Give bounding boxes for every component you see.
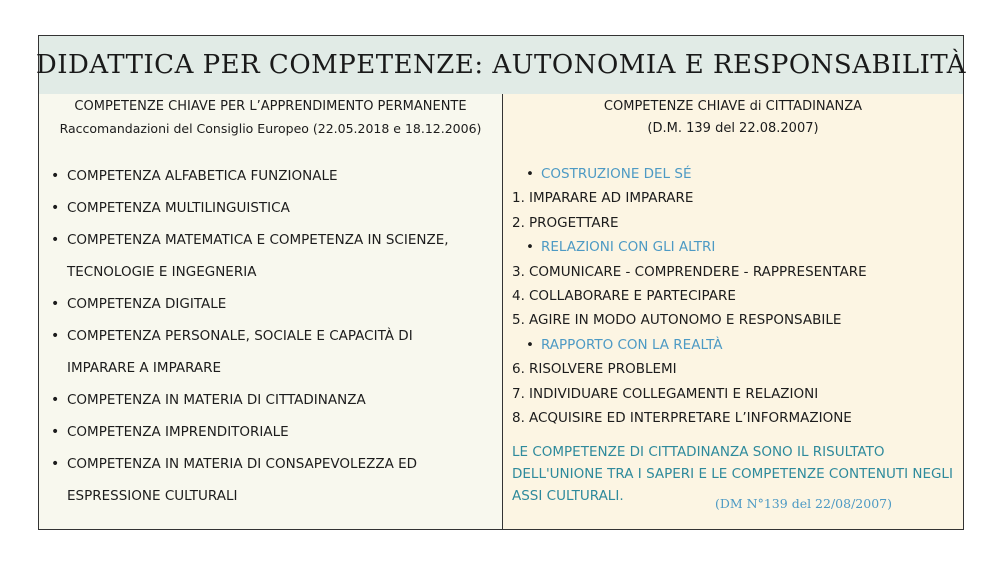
item-number: 3. [512, 263, 525, 280]
right-group-heading [512, 162, 960, 186]
bullet-icon: • [526, 166, 534, 182]
left-list-item [49, 256, 497, 288]
left-list-item [49, 480, 497, 512]
left-list-item [49, 352, 497, 384]
left-list-item-text: ESPRESSIONE CULTURALI [67, 488, 238, 504]
left-list-item-text: COMPETENZA IN MATERIA DI CONSAPEVOLEZZA ED [67, 456, 418, 472]
page-title: DIDATTICA PER COMPETENZE: AUTONOMIA E RESPONSABILITÀ [35, 50, 967, 80]
left-list-item [49, 192, 497, 224]
right-list-item-text: PROGETTARE [529, 214, 619, 231]
right-list-item [512, 382, 960, 406]
right-list-item [512, 186, 960, 210]
title-banner [35, 35, 967, 95]
left-list-item [49, 416, 497, 448]
right-column-header [503, 96, 963, 140]
left-competence-list [49, 160, 497, 512]
left-list-item-text: COMPETENZA PERSONALE, SOCIALE E CAPACITÀ DI [67, 328, 413, 344]
bullet-icon: • [51, 296, 60, 312]
right-list-item-text: IMPARARE AD IMPARARE [529, 190, 694, 207]
left-list-item-text: COMPETENZA MATEMATICA E COMPETENZA IN SCIENZE, [67, 232, 449, 248]
right-list-item-text: RELAZIONI CON GLI ALTRI [540, 239, 716, 256]
right-list-item [512, 308, 960, 332]
right-heading: COMPETENZE CHIAVE di CITTADINANZA [603, 99, 863, 114]
right-list-item-text: RAPPORTO CON LA REALTÀ [540, 336, 723, 353]
right-list-item [512, 260, 960, 284]
left-column [38, 94, 503, 530]
right-subheading: (D.M. 139 del 22.08.2007) [647, 121, 819, 136]
left-list-item-text: COMPETENZA ALFABETICA FUNZIONALE [67, 168, 338, 184]
left-list-item [49, 384, 497, 416]
left-column-header [39, 96, 502, 140]
right-list-item-text: COLLABORARE E PARTECIPARE [529, 288, 736, 305]
left-list-item-text: COMPETENZA DIGITALE [67, 296, 227, 312]
left-subheading: Raccomandazioni del Consiglio Europeo (22.05.2018 e 18.12.2006) [59, 121, 482, 136]
right-group-heading [512, 235, 960, 259]
item-number: 7. [512, 385, 525, 402]
bullet-icon: • [526, 239, 534, 256]
left-list-item-text: TECNOLOGIE E INGEGNERIA [67, 264, 257, 280]
bullet-icon: • [51, 424, 60, 440]
right-list-item [512, 357, 960, 381]
left-list-item-text: COMPETENZA IMPRENDITORIALE [67, 424, 289, 440]
right-list-item-text: COMUNICARE - COMPRENDERE - RAPPRESENTARE [529, 263, 867, 280]
bullet-icon: • [51, 168, 60, 184]
right-list-item-text: INDIVIDUARE COLLEGAMENTI E RELAZIONI [529, 385, 819, 402]
left-list-item [49, 160, 497, 192]
right-list-item-text: RISOLVERE PROBLEMI [529, 361, 677, 378]
right-list-item-text: ACQUISIRE ED INTERPRETARE L’INFORMAZIONE [529, 410, 852, 427]
right-competence-list [512, 162, 960, 430]
item-number: 6. [512, 361, 525, 378]
left-list-item-text: IMPARARE A IMPARARE [67, 360, 222, 376]
left-list-item [49, 288, 497, 320]
right-list-item-text: AGIRE IN MODO AUTONOMO E RESPONSABILE [529, 312, 842, 329]
left-list-item-text: COMPETENZA MULTILINGUISTICA [67, 200, 290, 216]
left-heading: COMPETENZE CHIAVE PER L’APPRENDIMENTO PERMANENTE [74, 99, 467, 114]
left-list-item [49, 320, 497, 352]
left-list-item [49, 448, 497, 480]
right-list-item [512, 284, 960, 308]
bullet-icon: • [51, 232, 60, 248]
bullet-icon: • [51, 328, 60, 344]
bullet-icon: • [526, 336, 534, 353]
right-column [502, 94, 964, 530]
bullet-icon: • [51, 200, 60, 216]
left-list-item-text: COMPETENZA IN MATERIA DI CITTADINANZA [67, 392, 366, 408]
note-source: (DM N°139 del 22/08/2007) [715, 496, 892, 511]
item-number: 4. [512, 288, 525, 305]
right-list-item [512, 211, 960, 235]
citizenship-note: LE COMPETENZE DI CITTADINANZA SONO IL RISULTATO DELL'UNIONE TRA I SAPERI E LE COMPETENZE CONTENUTI NEGLI ASSI CULTURALI. [512, 444, 953, 504]
bullet-icon: • [51, 456, 60, 472]
item-number: 1. [512, 190, 525, 207]
bullet-icon: • [51, 392, 60, 408]
left-list-item [49, 224, 497, 256]
item-number: 5. [512, 312, 525, 329]
item-number: 2. [512, 214, 525, 231]
right-list-item [512, 406, 960, 430]
item-number: 8. [512, 410, 525, 427]
right-group-heading [512, 333, 960, 357]
right-list-item-text: COSTRUZIONE DEL SÉ [540, 166, 692, 182]
